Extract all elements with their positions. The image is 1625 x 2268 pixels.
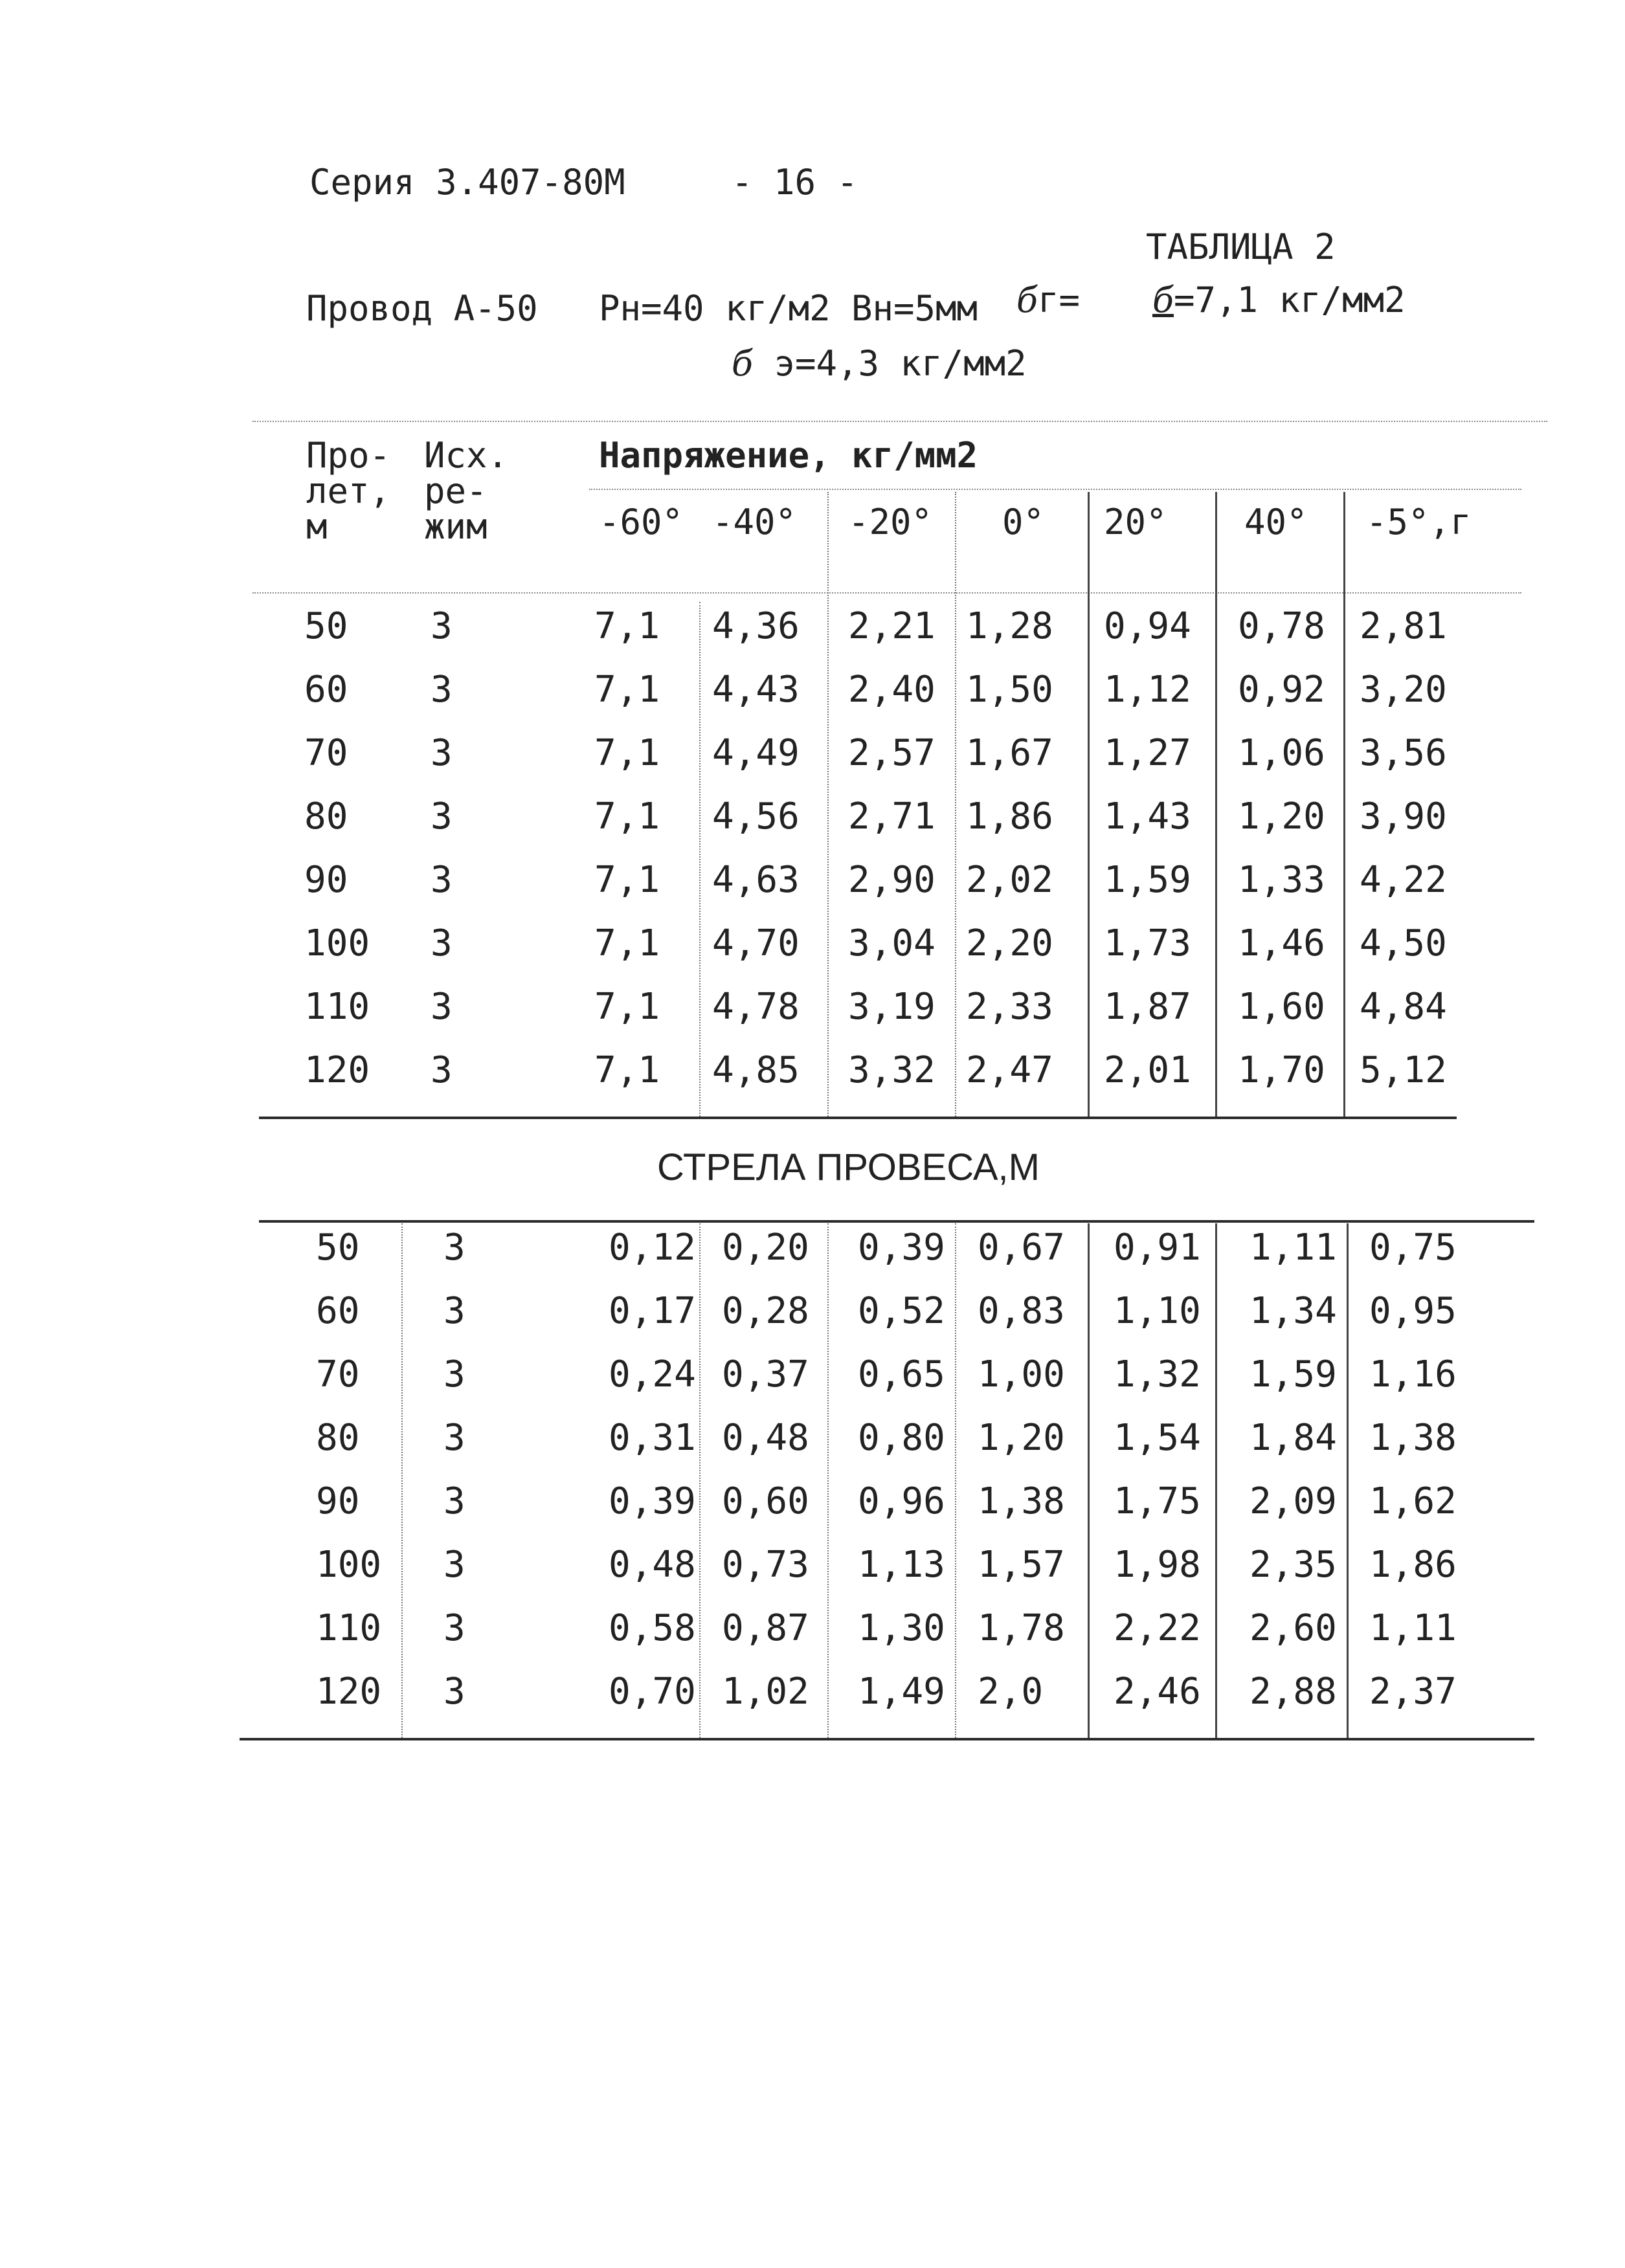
stress-cell: 1,27	[1104, 732, 1191, 774]
sag-cell: 0,24	[609, 1353, 696, 1395]
mode-header-1: Исх.	[424, 435, 509, 476]
mode-cell: 3	[443, 1227, 465, 1269]
stress-cell: 2,20	[966, 922, 1053, 964]
sag-cell: 1,38	[1369, 1417, 1457, 1459]
span-cell: 60	[304, 669, 348, 711]
sag-cell: 0,58	[609, 1607, 696, 1649]
stress-cell: 7,1	[594, 922, 660, 964]
col-sep	[1088, 1223, 1090, 1738]
mode-cell: 3	[443, 1417, 465, 1459]
temp-header: 40°	[1244, 502, 1308, 542]
sag-cell: 0,83	[978, 1290, 1065, 1332]
wire-type: Провод А-50	[306, 288, 538, 329]
stress-cell: 3,32	[848, 1049, 936, 1091]
sag-cell: 2,22	[1114, 1607, 1201, 1649]
stress-cell: 7,1	[594, 732, 660, 774]
mode-header-3: жим	[424, 506, 488, 547]
sigma-e-symbol: б э=4,3 кг/мм2	[732, 343, 1027, 384]
col-sep	[401, 1223, 403, 1738]
temp-header: -20°	[848, 502, 933, 542]
col-sep	[1215, 1223, 1217, 1738]
sag-cell: 0,67	[978, 1227, 1065, 1269]
sag-title: СТРЕЛА ПРОВЕСА,М	[657, 1146, 1040, 1188]
stress-cell: 4,36	[712, 605, 800, 647]
mode-header-2: ре-	[424, 471, 488, 511]
sag-cell: 0,48	[722, 1417, 809, 1459]
span-cell: 50	[316, 1227, 360, 1269]
sag-cell: 0,91	[1114, 1227, 1201, 1269]
sag-cell: 2,09	[1250, 1480, 1337, 1522]
stress-cell: 7,1	[594, 669, 660, 711]
sigma-minus-symbol: б=7,1 кг/мм2	[1152, 280, 1406, 320]
stress-cell: 1,33	[1238, 859, 1325, 901]
ice-thickness: Вн=5мм	[851, 288, 978, 329]
sag-cell: 0,70	[609, 1671, 696, 1713]
stress-title: Напряжение, кг/мм2	[599, 435, 978, 476]
stress-cell: 3,20	[1360, 669, 1447, 711]
sag-cell: 2,88	[1250, 1671, 1337, 1713]
stress-cell: 7,1	[594, 986, 660, 1028]
sag-cell: 0,37	[722, 1353, 809, 1395]
stress-cell: 2,81	[1360, 605, 1447, 647]
span-header-1: Про-	[306, 435, 391, 476]
span-cell: 90	[316, 1480, 360, 1522]
sag-cell: 1,38	[978, 1480, 1065, 1522]
sag-cell: 1,86	[1369, 1544, 1457, 1586]
sag-cell: 0,75	[1369, 1227, 1457, 1269]
col-sep	[827, 1223, 829, 1738]
stress-cell: 1,59	[1104, 859, 1191, 901]
sag-cell: 0,95	[1369, 1290, 1457, 1332]
sag-cell: 0,31	[609, 1417, 696, 1459]
temp-header: -5°,г	[1366, 502, 1472, 542]
stress-cell: 1,43	[1104, 795, 1191, 838]
stress-cell: 0,78	[1238, 605, 1325, 647]
stress-cell: 3,90	[1360, 795, 1447, 838]
temp-header: -40°	[712, 502, 797, 542]
sag-cell: 0,60	[722, 1480, 809, 1522]
sag-cell: 0,96	[858, 1480, 945, 1522]
stress-cell: 3,04	[848, 922, 936, 964]
sag-cell: 1,34	[1250, 1290, 1337, 1332]
stress-cell: 3,56	[1360, 732, 1447, 774]
stress-cell: 7,1	[594, 859, 660, 901]
span-cell: 70	[304, 732, 348, 774]
temp-header: -60°	[599, 502, 684, 542]
stress-cell: 4,84	[1360, 986, 1447, 1028]
stress-cell: 4,49	[712, 732, 800, 774]
col-sep	[955, 492, 956, 1117]
stress-cell: 7,1	[594, 605, 660, 647]
mode-cell: 3	[431, 922, 453, 964]
stress-cell: 2,02	[966, 859, 1053, 901]
stress-cell: 2,33	[966, 986, 1053, 1028]
sigma-minus-value: =7,1 кг/мм2	[1173, 280, 1406, 320]
stress-cell: 2,01	[1104, 1049, 1191, 1091]
stress-cell: 2,57	[848, 732, 936, 774]
sag-cell: 2,35	[1250, 1544, 1337, 1586]
wind-pressure: Рн=40 кг/м2	[599, 288, 831, 329]
stress-cell: 1,60	[1238, 986, 1325, 1028]
sag-cell: 2,60	[1250, 1607, 1337, 1649]
stress-cell: 5,12	[1360, 1049, 1447, 1091]
stress-cell: 2,21	[848, 605, 936, 647]
mode-cell: 3	[443, 1671, 465, 1713]
sag-cell: 1,54	[1114, 1417, 1201, 1459]
table-bottom-rule	[240, 1738, 1534, 1740]
span-cell: 90	[304, 859, 348, 901]
stress-cell: 7,1	[594, 795, 660, 838]
stress-cell: 2,90	[848, 859, 936, 901]
sag-cell: 1,57	[978, 1544, 1065, 1586]
sag-cell: 0,39	[609, 1480, 696, 1522]
span-cell: 110	[316, 1607, 382, 1649]
span-cell: 60	[316, 1290, 360, 1332]
stress-cell: 1,86	[966, 795, 1053, 838]
stress-cell: 1,46	[1238, 922, 1325, 964]
sag-cell: 2,37	[1369, 1671, 1457, 1713]
col-sep	[699, 1223, 700, 1738]
sag-cell: 1,16	[1369, 1353, 1457, 1395]
sag-cell: 0,28	[722, 1290, 809, 1332]
span-cell: 120	[316, 1671, 382, 1713]
span-cell: 120	[304, 1049, 370, 1091]
sag-cell: 0,20	[722, 1227, 809, 1269]
stress-cell: 0,92	[1238, 669, 1325, 711]
stress-cell: 4,78	[712, 986, 800, 1028]
sag-cell: 1,11	[1250, 1227, 1337, 1269]
sag-cell: 1,98	[1114, 1544, 1201, 1586]
stress-cell: 1,50	[966, 669, 1053, 711]
mode-cell: 3	[431, 669, 453, 711]
sigma-e-value: э=4,3 кг/мм2	[774, 343, 1027, 384]
mode-cell: 3	[443, 1480, 465, 1522]
stress-cell: 1,70	[1238, 1049, 1325, 1091]
series-code: Серия 3.407-80М	[309, 162, 625, 203]
span-header-2: лет,	[306, 471, 391, 511]
col-sep	[1343, 492, 1345, 1117]
sag-cell: 1,62	[1369, 1480, 1457, 1522]
mode-cell: 3	[431, 859, 453, 901]
mode-cell: 3	[431, 795, 453, 838]
stress-cell: 1,73	[1104, 922, 1191, 964]
stress-cell: 0,94	[1104, 605, 1191, 647]
sag-cell: 1,13	[858, 1544, 945, 1586]
sag-cell: 0,52	[858, 1290, 945, 1332]
stress-cell: 4,50	[1360, 922, 1447, 964]
sigma-g-symbol: бг=	[1016, 280, 1080, 320]
sag-top-rule	[259, 1220, 1534, 1223]
mode-cell: 3	[431, 986, 453, 1028]
temp-header: 20°	[1104, 502, 1167, 542]
sag-cell: 1,00	[978, 1353, 1065, 1395]
header-bottom-rule	[252, 592, 1521, 594]
span-cell: 110	[304, 986, 370, 1028]
sag-cell: 0,48	[609, 1544, 696, 1586]
stress-cell: 2,40	[848, 669, 936, 711]
sag-cell: 0,73	[722, 1544, 809, 1586]
stress-cell: 4,85	[712, 1049, 800, 1091]
stress-cell: 4,43	[712, 669, 800, 711]
sag-cell: 1,32	[1114, 1353, 1201, 1395]
stress-cell: 7,1	[594, 1049, 660, 1091]
sag-cell: 2,46	[1114, 1671, 1201, 1713]
sag-cell: 1,84	[1250, 1417, 1337, 1459]
stress-cell: 4,22	[1360, 859, 1447, 901]
sag-cell: 1,10	[1114, 1290, 1201, 1332]
stress-bottom-rule	[259, 1117, 1457, 1119]
temp-header-rule	[589, 489, 1521, 490]
span-cell: 80	[316, 1417, 360, 1459]
stress-cell: 2,47	[966, 1049, 1053, 1091]
stress-cell: 2,71	[848, 795, 936, 838]
stress-cell: 3,19	[848, 986, 936, 1028]
sag-cell: 1,30	[858, 1607, 945, 1649]
stress-cell: 1,28	[966, 605, 1053, 647]
stress-cell: 4,70	[712, 922, 800, 964]
span-cell: 50	[304, 605, 348, 647]
mode-cell: 3	[431, 605, 453, 647]
sag-cell: 1,59	[1250, 1353, 1337, 1395]
mode-cell: 3	[443, 1544, 465, 1586]
mode-cell: 3	[431, 1049, 453, 1091]
sag-cell: 0,17	[609, 1290, 696, 1332]
sag-cell: 2,0	[978, 1671, 1044, 1713]
mode-cell: 3	[443, 1607, 465, 1649]
span-cell: 80	[304, 795, 348, 838]
col-sep	[955, 1223, 956, 1738]
stress-cell: 1,06	[1238, 732, 1325, 774]
sag-cell: 0,12	[609, 1227, 696, 1269]
sag-cell: 1,11	[1369, 1607, 1457, 1649]
sag-cell: 1,78	[978, 1607, 1065, 1649]
span-cell: 70	[316, 1353, 360, 1395]
stress-cell: 4,63	[712, 859, 800, 901]
sag-cell: 1,02	[722, 1671, 809, 1713]
sag-cell: 1,20	[978, 1417, 1065, 1459]
col-sep	[699, 602, 700, 1117]
sigma-g-label: г=	[1037, 280, 1080, 320]
span-header-3: м	[306, 506, 328, 547]
sag-cell: 0,80	[858, 1417, 945, 1459]
sag-cell: 0,39	[858, 1227, 945, 1269]
sag-cell: 1,49	[858, 1671, 945, 1713]
page-number: - 16 -	[732, 162, 858, 203]
stress-cell: 1,67	[966, 732, 1053, 774]
stress-cell: 1,87	[1104, 986, 1191, 1028]
span-cell: 100	[316, 1544, 382, 1586]
mode-cell: 3	[431, 732, 453, 774]
col-sep	[1347, 1223, 1349, 1738]
table-top-rule	[252, 421, 1547, 422]
col-sep	[1088, 492, 1090, 1117]
sag-cell: 0,87	[722, 1607, 809, 1649]
stress-cell: 1,20	[1238, 795, 1325, 838]
col-sep	[827, 492, 829, 1117]
mode-cell: 3	[443, 1353, 465, 1395]
table-label: ТАБЛИЦА 2	[1146, 227, 1336, 267]
stress-cell: 4,56	[712, 795, 800, 838]
temp-header: 0°	[1002, 502, 1045, 542]
sag-cell: 0,65	[858, 1353, 945, 1395]
span-cell: 100	[304, 922, 370, 964]
mode-cell: 3	[443, 1290, 465, 1332]
stress-cell: 1,12	[1104, 669, 1191, 711]
sag-cell: 1,75	[1114, 1480, 1201, 1522]
col-sep	[1215, 492, 1217, 1117]
